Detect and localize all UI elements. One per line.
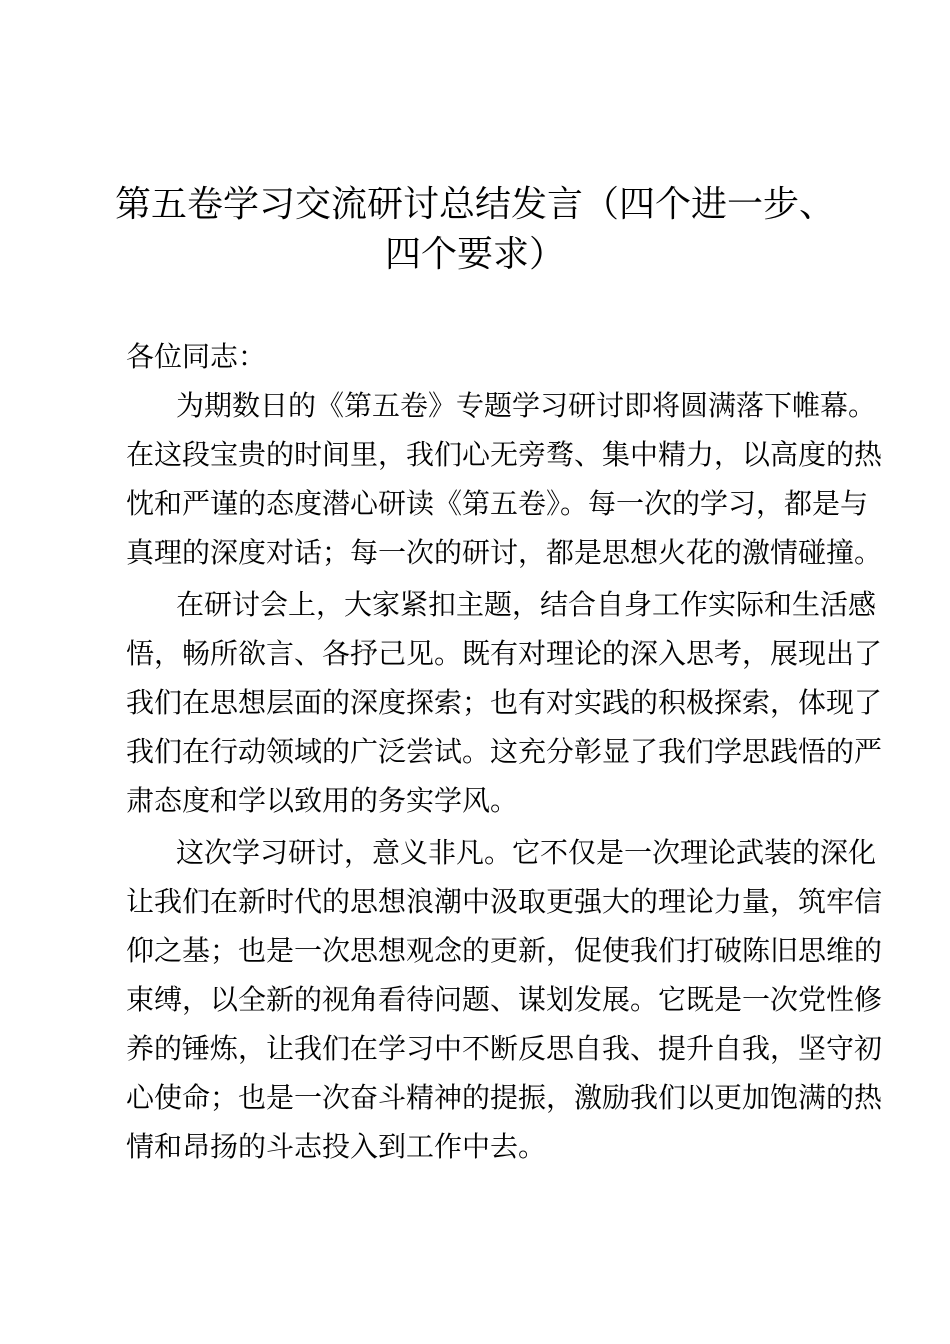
- paragraph-3-line-4: 束缚，以全新的视角看待问题、谋划发展。它既是一次党性修: [126, 983, 883, 1016]
- paragraph-3-line-5: 养的锤炼，让我们在学习中不断反思自我、提升自我，坚守初: [126, 1032, 883, 1065]
- paragraph-1-line-1: 为期数日的《第五卷》专题学习研讨即将圆满落下帷幕。: [176, 389, 877, 422]
- salutation: 各位同志：: [126, 340, 267, 373]
- paragraph-1-line-3: 忱和严谨的态度潜心研读《第五卷》。每一次的学习，都是与: [126, 487, 869, 520]
- paragraph-3-line-7: 情和昂扬的斗志投入到工作中去。: [126, 1130, 547, 1163]
- paragraph-1-line-2: 在这段宝贵的时间里，我们心无旁骛、集中精力，以高度的热: [126, 438, 883, 471]
- paragraph-2-line-2: 悟，畅所欲言、各抒己见。既有对理论的深入思考，展现出了: [126, 637, 883, 670]
- document-title-line-1: 第五卷学习交流研讨总结发言（四个进一步、: [114, 184, 835, 225]
- paragraph-3-line-3: 仰之基；也是一次思想观念的更新，促使我们打破陈旧思维的: [126, 934, 883, 967]
- document-title-line-2: 四个要求）: [384, 234, 565, 275]
- paragraph-2-line-1: 在研讨会上，大家紧扣主题，结合自身工作实际和生活感: [176, 588, 877, 621]
- paragraph-3-line-2: 让我们在新时代的思想浪潮中汲取更强大的理论力量，筑牢信: [126, 885, 883, 918]
- paragraph-3-line-6: 心使命；也是一次奋斗精神的提振，激励我们以更加饱满的热: [126, 1081, 883, 1114]
- paragraph-1-line-4: 真理的深度对话；每一次的研讨，都是思想火花的激情碰撞。: [126, 536, 883, 569]
- paragraph-2-line-4: 我们在行动领域的广泛尝试。这充分彰显了我们学思践悟的严: [126, 735, 883, 768]
- paragraph-2-line-5: 肃态度和学以致用的务实学风。: [126, 784, 519, 817]
- paragraph-2-line-3: 我们在思想层面的深度探索；也有对实践的积极探索，体现了: [126, 686, 883, 719]
- paragraph-3-line-1: 这次学习研讨，意义非凡。它不仅是一次理论武装的深化: [176, 836, 877, 869]
